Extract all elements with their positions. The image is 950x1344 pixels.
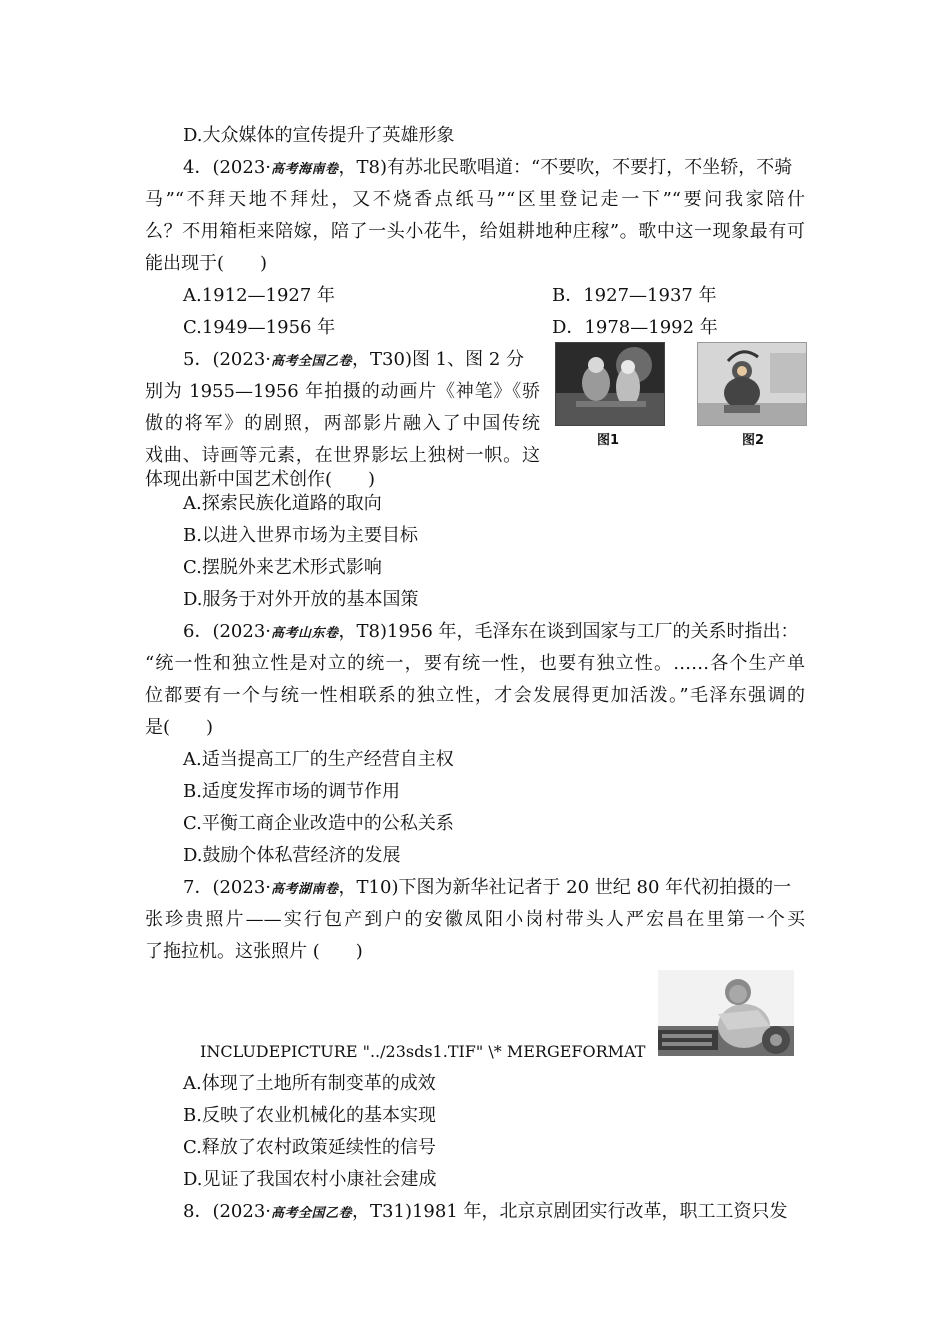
q6-option-a: A.适当提高工厂的生产经营自主权 bbox=[183, 749, 454, 770]
q4-option-b: B．1927—1937 年 bbox=[552, 285, 717, 306]
q6-option-d: D.鼓励个体私营经济的发展 bbox=[183, 845, 401, 866]
q7-source: 高考湖南卷 bbox=[271, 882, 339, 897]
q5-stem-text: ，T30)图 1、图 2 分 bbox=[352, 349, 525, 370]
q5-option-c: C.摆脱外来艺术形式影响 bbox=[183, 557, 382, 578]
q4-option-a: A.1912—1927 年 bbox=[183, 285, 336, 306]
q5-stem-line3: 傲的将军》的剧照，两部影片融入了中国传统 bbox=[145, 413, 540, 434]
q6-option-b: B.适度发挥市场的调节作用 bbox=[183, 781, 400, 802]
q5-stem-line1 bbox=[183, 348, 524, 374]
q4-stem-line3: 么？不用箱柜来陪嫁，陪了一头小花牛，给姐耕地种庄稼”。歌中这一现象最有可 bbox=[145, 221, 805, 242]
figure-1-illustration bbox=[556, 343, 664, 425]
q4-stem-line1 bbox=[183, 156, 792, 182]
q4-source: 高考海南卷 bbox=[271, 162, 339, 177]
q8-stem-text: ，T31)1981 年，北京京剧团实行改革，职工工资只发 bbox=[352, 1201, 788, 1222]
q7-stem-line1 bbox=[183, 876, 791, 902]
q6-stem-line4: 是( ) bbox=[145, 717, 214, 738]
q7-stem-line3: 了拖拉机。这张照片 ( ) bbox=[145, 941, 363, 962]
q6-stem-line1 bbox=[183, 620, 799, 646]
q4-option-c: C.1949—1956 年 bbox=[183, 317, 336, 338]
q7-tractor-photo bbox=[658, 970, 794, 1056]
q6-stem-line2: “统一性和独立性是对立的统一，要有统一性，也要有独立性。……各个生产单 bbox=[145, 653, 805, 674]
q5-option-d: D.服务于对外开放的基本国策 bbox=[183, 589, 419, 610]
q4-number: 4．(2023· bbox=[183, 157, 272, 178]
q6-source: 高考山东卷 bbox=[271, 626, 339, 641]
q6-number: 6．(2023· bbox=[183, 621, 272, 642]
q5-stem-line5: 体现出新中国艺术创作( ) bbox=[145, 469, 376, 490]
q8-number: 8．(2023· bbox=[183, 1201, 272, 1222]
q5-number: 5．(2023· bbox=[183, 349, 272, 370]
q7-number: 7．(2023· bbox=[183, 877, 272, 898]
q5-source: 高考全国乙卷 bbox=[271, 354, 353, 369]
figure-1-caption: 图1 bbox=[597, 433, 620, 448]
tractor-photo-illustration bbox=[658, 970, 794, 1056]
q6-stem-text: ，T8)1956 年，毛泽东在谈到国家与工厂的关系时指出： bbox=[338, 621, 799, 642]
figure-2-illustration bbox=[698, 343, 806, 425]
q8-stem-line1 bbox=[183, 1200, 788, 1226]
q4-stem-text: ，T8)有苏北民歌唱道：“不要吹，不要打，不坐轿，不骑 bbox=[338, 157, 793, 178]
q8-source: 高考全国乙卷 bbox=[271, 1206, 353, 1221]
q7-include-picture-field: INCLUDEPICTURE "../23sds1.TIF" \* MERGEFORMAT bbox=[200, 1042, 646, 1061]
q4-option-d: D．1978—1992 年 bbox=[552, 317, 718, 338]
q3-option-d: D.大众媒体的宣传提升了英雄形象 bbox=[183, 125, 455, 146]
q5-option-a: A.探索民族化道路的取向 bbox=[183, 493, 382, 514]
q7-option-d: D.见证了我国农村小康社会建成 bbox=[183, 1169, 437, 1190]
q5-stem-line4: 戏曲、诗画等元素，在世界影坛上独树一帜。这 bbox=[145, 445, 540, 466]
q6-stem-line3: 位都要有一个与统一性相联系的独立性，才会发展得更加活泼。”毛泽东强调的 bbox=[145, 685, 805, 706]
q7-option-c: C.释放了农村政策延续性的信号 bbox=[183, 1137, 436, 1158]
figure-2-image bbox=[697, 342, 807, 426]
figure-1-image bbox=[555, 342, 665, 426]
figure-2-caption: 图2 bbox=[742, 433, 765, 448]
q7-stem-text: ，T10)下图为新华社记者于 20 世纪 80 年代初拍摄的一 bbox=[338, 877, 792, 898]
q6-option-c: C.平衡工商企业改造中的公私关系 bbox=[183, 813, 454, 834]
q4-stem-line2: 马”“不拜天地不拜灶，又不烧香点纸马”“区里登记走一下”“要问我家陪什 bbox=[145, 189, 805, 210]
q7-option-b: B.反映了农业机械化的基本实现 bbox=[183, 1105, 436, 1126]
q4-stem-line4: 能出现于( ) bbox=[145, 253, 268, 274]
q7-option-a: A.体现了土地所有制变革的成效 bbox=[183, 1073, 436, 1094]
q5-stem-line2: 别为 1955—1956 年拍摄的动画片《神笔》《骄 bbox=[145, 381, 540, 402]
q5-option-b: B.以进入世界市场为主要目标 bbox=[183, 525, 418, 546]
q7-stem-line2: 张珍贵照片——实行包产到户的安徽凤阳小岗村带头人严宏昌在里第一个买 bbox=[145, 909, 805, 930]
